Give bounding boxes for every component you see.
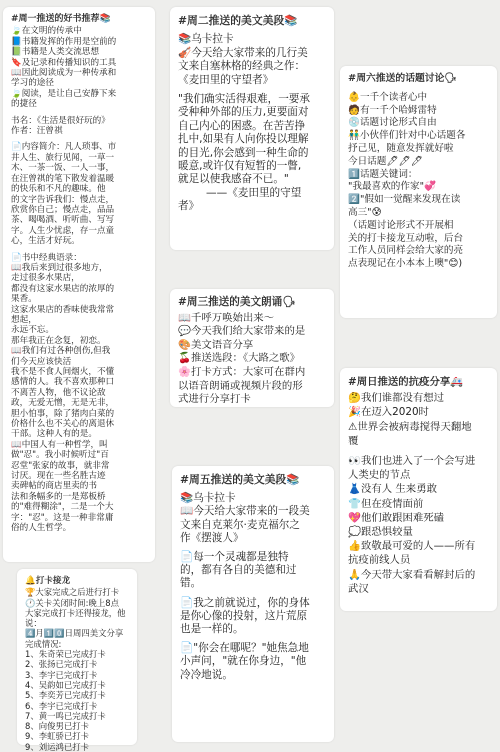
text-line: 我不是不食人间烟火，不懂 [11, 367, 115, 377]
text-line: 4、吴韵如已完成打卡 [25, 679, 106, 690]
text-line: 8、向俊男已打卡 [25, 721, 89, 732]
text-line: 💖他们敢跟困难死磕 [348, 511, 445, 524]
text-line: 卖碑帖的商店里卖的书 [11, 481, 97, 492]
tuesday-essay-card [170, 7, 334, 250]
text-line: 📄"你会在哪呢？"她焦急地 [180, 642, 309, 655]
text-line: 📚乌卡拉卡 [178, 33, 234, 46]
text-line: 俗的人生哲学。 [11, 523, 72, 534]
text-line: 覆 [348, 434, 359, 447]
text-line: （话题讨论形式不开展相 [348, 219, 454, 231]
text-line: 👗没有人 生来勇敢 [348, 483, 437, 496]
text-line: 6、李宇已完成打卡 [25, 700, 98, 711]
text-line: 👶一千个读者心中 [348, 91, 428, 103]
text-line: 大家完成打卡还得接龙，他 [25, 607, 126, 618]
text-line: 那年我正在念复，初恋。 [11, 335, 106, 346]
text-line: 📖中国人有一种哲学，叫 [11, 439, 108, 450]
text-line: 🔖及记录和传播知识的工具 [11, 57, 117, 68]
text-line: 的，都有各自的美德和过 [180, 564, 297, 577]
text-line: 受种种外部的压力,更要面对 [178, 106, 309, 119]
text-line: 💭跟恐惧较量 [348, 526, 413, 539]
card-title: #周三推送的美文朗诵🗣 [178, 296, 296, 308]
checkin-card [17, 569, 137, 752]
text-line: 作《摆渡人》 [180, 531, 244, 544]
text-line: 📘书籍发挥的作用是空前的 [11, 36, 117, 47]
text-line: 📖千呼万唤始出来～ [178, 311, 275, 324]
text-line: 做"忍"。我小时候听过"百 [11, 450, 109, 461]
text-line: 人类史的节点 [348, 469, 411, 482]
text-line: 📖我们有过各种创伤,但我 [11, 346, 111, 357]
text-line: 字。人生少忧虑，存一点童 [11, 225, 115, 236]
text-line: 政，无爱无憎，无是无非， [11, 398, 115, 409]
text-line: 👍致敬最可爱的人——所有 [348, 540, 476, 553]
text-line: 7、黄一鸣已完成打卡 [25, 710, 106, 721]
text-line: "我们确实活得艰难，一要承 [178, 93, 310, 106]
friday-essay-card [172, 466, 334, 742]
text-line: 们今天应该快活 [11, 356, 72, 367]
card-title: 🔔打卡接龙 [25, 576, 71, 586]
text-line: 完成情况: [25, 638, 62, 649]
text-line: 的目光,你会感到一种生命的 [178, 146, 309, 159]
text-line: 👕但在疫情面前 [348, 497, 424, 510]
card-body [178, 312, 326, 407]
text-line: 抒己见，随意发挥就好啦 [348, 142, 454, 154]
text-line: 今日话题🖊🖊🖊 [348, 155, 423, 167]
text-line: ⚠世界会被病毒搅得天翻地 [348, 420, 472, 433]
text-line: 干部。这种人有的是。 [11, 429, 97, 440]
text-line: 木、一茶一饭、一人一事， [11, 163, 115, 174]
text-line: 的捷径 [11, 99, 37, 110]
text-line: 作者：汪曾祺 [11, 126, 63, 137]
text-line: 1️⃣话题关键词： [348, 168, 418, 180]
text-line: 学习的途径 [11, 78, 54, 89]
text-line: 📗书籍是人类交流思想 [11, 47, 100, 58]
text-line: 在汪曾祺的笔下散发着温暖 [11, 173, 115, 184]
card-body [180, 486, 326, 682]
text-line: 忍堂"张家的故事，就非常 [11, 460, 110, 471]
text-line: 武汉 [348, 582, 369, 595]
text-line: 的快乐和不凡的趣味。他 [11, 184, 106, 195]
text-line: 关的打卡接龙互动啦，后台 [348, 232, 464, 244]
text-line: 就足以使我感奋不已。" [178, 173, 289, 186]
text-line: 🙏今天带大家看看解封后的 [348, 568, 476, 581]
text-line: 🍒推送选段：《大路之歌》 [178, 352, 301, 365]
text-line: 📖今天给大家带来的一段美 [180, 505, 310, 518]
sunday-epidemic-card [340, 368, 497, 611]
text-line: 想起， [11, 314, 37, 325]
text-line: 📚乌卡拉卡 [180, 492, 236, 505]
text-line: 📖我后来到过很多地方， [11, 262, 108, 273]
text-line: 5、李奕芳已完成打卡 [25, 690, 106, 701]
text-line: 的"难得糊涂"，二是一个大 [11, 502, 114, 513]
text-line: 高三"😰 [348, 206, 382, 218]
saturday-topic-card [340, 66, 497, 318]
text-line: 心，生活才好玩。 [11, 236, 80, 247]
text-line: 🏆大家完成之后进行打卡 [25, 587, 120, 598]
text-line: 茶、喝喝酒、听听曲、写写 [11, 215, 115, 226]
text-line: 冷冷地说。 [180, 668, 233, 681]
text-line: 1、朱奇荣已完成打卡 [25, 649, 106, 660]
text-line: 🍃阅读，是让自己安静下来 [11, 88, 117, 99]
text-line: 👬小伙伴们针对中心话题各 [348, 130, 466, 142]
card-body [178, 27, 326, 186]
quote-attribution-tail: 者》 [178, 200, 200, 213]
text-line: 抗疫前线人员 [348, 554, 411, 567]
text-line: 扎中,如果有人向你投以理解 [178, 133, 309, 146]
text-line: 这家水果店的香味使我常常 [11, 304, 115, 315]
text-line: 🎨美文语音分享 [178, 338, 254, 351]
text-line: 不离苦人物，他不议论敌 [11, 387, 106, 398]
text-line: 📄每一个灵魂都是独特 [180, 551, 289, 564]
text-line: 《麦田里的守望者》 [178, 73, 274, 86]
card-title: #周六推送的话题讨论🗣 [348, 73, 457, 84]
text-line: 🎻今天给大家带来的几行美 [178, 46, 308, 59]
text-line: 9、刘运鸿已打卡 [25, 741, 89, 752]
text-line: 暖意,或许仅有短暂的一瞥, [178, 160, 302, 173]
text-line: 错。 [180, 577, 202, 590]
card-body [348, 391, 489, 596]
text-line: 📄我之前就说过，你的身体 [180, 596, 310, 609]
card-title: #周二推送的美文美段📚 [178, 14, 298, 27]
text-line: 的文字告诉我们：慢点走， [11, 194, 115, 205]
text-line: 价格什么也不关心的离退休 [11, 419, 115, 430]
text-line: 文来自克莱尔·麦克福尔之 [180, 518, 300, 531]
card-title: #周五推送的美文美段📚 [180, 473, 300, 486]
text-line: 🧑有一千个哈姆雷特 [348, 104, 437, 116]
text-line: 工作人员同样会给大家的亮 [348, 245, 464, 257]
text-line: 永远不忘。 [11, 325, 54, 336]
text-line: 文来自塞林格的经典之作： [178, 60, 306, 73]
wednesday-reading-card [170, 289, 334, 407]
text-line: 也是一样的。 [180, 623, 244, 636]
text-line: 📖因此阅读成为一种传承和 [11, 68, 117, 79]
text-line: 书名：《生活是很好玩的》 [11, 115, 110, 126]
text-line: 讨厌。现在一些名胜古迹 [11, 471, 106, 482]
text-line: 感情的人。我不喜欢那种口 [11, 377, 115, 388]
text-line: "我最喜欢的作家"💞 [348, 181, 436, 193]
text-line: 以语音朗诵或视频片段的形 [178, 379, 303, 392]
text-line: 式进行分享打卡 [178, 393, 251, 406]
text-line: 胆小怕事，除了猪肉白菜的 [11, 408, 115, 419]
quote-attribution: ——《麦田里的守望 [206, 186, 302, 199]
text-line: 自己内心的困惑。在苦苦挣 [178, 119, 306, 132]
text-line: 📄内容简介：凡人琐事、市 [11, 142, 117, 153]
text-line: 2、张扬已完成打卡 [25, 659, 98, 670]
card-body [25, 587, 129, 752]
text-line: 是你心像的投射，这片荒原 [180, 609, 308, 622]
card-title: #周日推送的抗疫分享🚑 [348, 376, 464, 388]
text-line: 9、李虹骄已打卡 [25, 731, 89, 742]
text-line: 3、李宇已完成打卡 [25, 669, 98, 680]
text-line: 小声问，"就在你身边，"他 [180, 655, 307, 668]
text-line: 🌸打卡方式：大家可在群内 [178, 365, 306, 378]
text-line: 字："忍"。这是一种非常庸 [11, 512, 114, 523]
text-line: 2️⃣"假如一觉醒来发现在读 [348, 194, 461, 206]
card-body [11, 26, 147, 533]
text-line: 4️⃣月1️⃣0️⃣日周四美文分享 [25, 628, 124, 639]
text-line: 欣赏你自己；慢点走，品品 [11, 204, 115, 215]
text-line: 🍃在文明的传承中 [11, 26, 82, 37]
text-line: 井人生、旅行见闻，一草一 [11, 152, 115, 163]
text-line: 点表现记在小本本上噢"😊) [348, 258, 463, 270]
text-line: 🤔我们谁都没有想过 [348, 392, 445, 405]
card-title: #周一推送的好书推荐📚 [11, 14, 111, 24]
text-line: 法和条幅多的一是郑板桥 [11, 491, 106, 502]
text-line: 💿话题讨论形式自由 [348, 117, 437, 129]
monday-book-card [3, 7, 155, 562]
text-line: 都没有这家水果店的浓厚的 [11, 283, 115, 294]
text-line: 果香。 [11, 294, 37, 305]
text-line: 🕐关卡关闭时间:晚上8点 [25, 597, 119, 608]
text-line: 📄书中经典语录： [11, 252, 82, 263]
text-line: 走过很多水果店， [11, 273, 80, 284]
text-line: 💬今天我们给大家带来的是 [178, 325, 306, 338]
text-line: 说： [25, 618, 42, 629]
text-line: 🎉在迈入2020时 [348, 406, 429, 419]
card-body [348, 86, 489, 271]
text-line: 👀我们也进入了一个会写进 [348, 455, 476, 468]
